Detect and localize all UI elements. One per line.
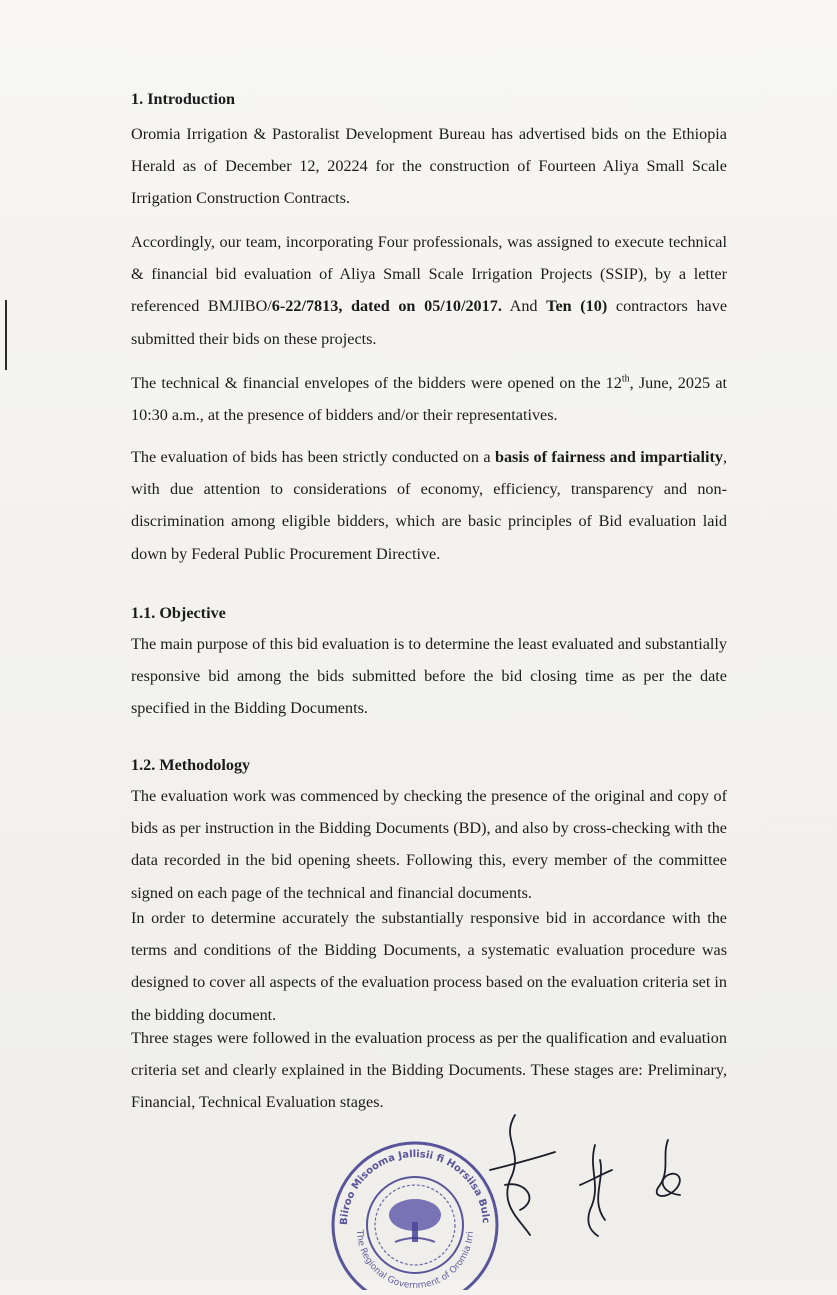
methodology-paragraph-3: Three stages were followed in the evaluation process as per the qualification and evaluation criteria set and clearly explained in the Bidding Documents. These stages are: Preliminary, Financial, Technical Evaluation stages. [131, 1029, 727, 1112]
signature-3 [640, 1135, 690, 1205]
ordinal-suffix: th [621, 373, 630, 385]
letter-reference: 6-22/7813, [271, 297, 343, 316]
methodology-heading: 1.2. Methodology [131, 756, 251, 774]
introduction-paragraph-1: Oromia Irrigation & Pastoralist Development Bureau has advertised bids on the Ethiopia Herald as of December 12, 20224 for the construction of Fourteen Aliya Small Scale Irrigation Construction Contracts. [131, 125, 727, 208]
intro-p3-text-b: , June, 2025 at 10:30 a.m., at the presence of bidders and/or their representatives. [131, 374, 727, 425]
fairness-phrase: basis of fairness and impartiality [494, 448, 723, 466]
methodology-paragraph-2: In order to determine accurately the substantially responsive bid in accordance with the terms and conditions of the Bidding Documents, a systematic evaluation procedure was designed to cover all aspects of the evaluation process based on the evaluation criteria set in the bidding document. [131, 909, 727, 1024]
intro-p2-text-a: Accordingly, our team, incorporating Four professionals, was assigned to execute technical & financial bid evaluation of Aliya Small Scale Irrigation Projects (SSIP), by a letter referenced BMJIBO/ [131, 233, 727, 316]
intro-p2-text-b: dated on [342, 297, 425, 316]
contractor-count: Ten (10) [546, 297, 608, 316]
seal-inner-text: The Regional Government of Oromia Irri [353, 1229, 476, 1290]
seal-outer-text: Biiroo Misooma Jallisii fi Horsiisa Bulc [338, 1148, 492, 1226]
intro-p3-text-a: The technical & financial envelopes of the bidders were opened on the 12 [131, 374, 622, 392]
introduction-paragraph-4 [131, 441, 727, 570]
intro-p4-text-b: , with due attention to considerations of economy, efficiency, transparency and non-discrimination among eligible bidders, which are basic principles of Bid evaluation laid down by Federal Public Procurement Directive. [131, 448, 727, 563]
methodology-paragraph-1: The evaluation work was commenced by checking the presence of the original and copy of bids as per instruction in the Bidding Documents (BD), and also by cross-checking with the data recorded in the bid opening sheets. Following this, every member of the committee signed on each page of the technical and financial documents. [131, 787, 727, 902]
introduction-paragraph-3 [131, 367, 727, 431]
letter-date: 05/10/2017. [424, 297, 502, 316]
intro-p4-text-a: The evaluation of bids has been strictly conducted on a [131, 448, 495, 466]
introduction-paragraph-2 [131, 226, 727, 355]
intro-p2-text-c: And [501, 297, 547, 316]
objective-heading: 1.1. Objective [131, 604, 226, 622]
margin-mark [5, 300, 7, 370]
introduction-heading: 1. Introduction [131, 90, 236, 108]
intro-p2-text-d: contractors have submitted their bids on these projects. [131, 297, 728, 348]
signature-2 [570, 1140, 620, 1240]
objective-paragraph: The main purpose of this bid evaluation is to determine the least evaluated and substantially responsive bid among the bids submitted before the bid closing time as per the date specified in the Bidding Documents. [131, 635, 727, 718]
signature-1 [470, 1110, 560, 1240]
